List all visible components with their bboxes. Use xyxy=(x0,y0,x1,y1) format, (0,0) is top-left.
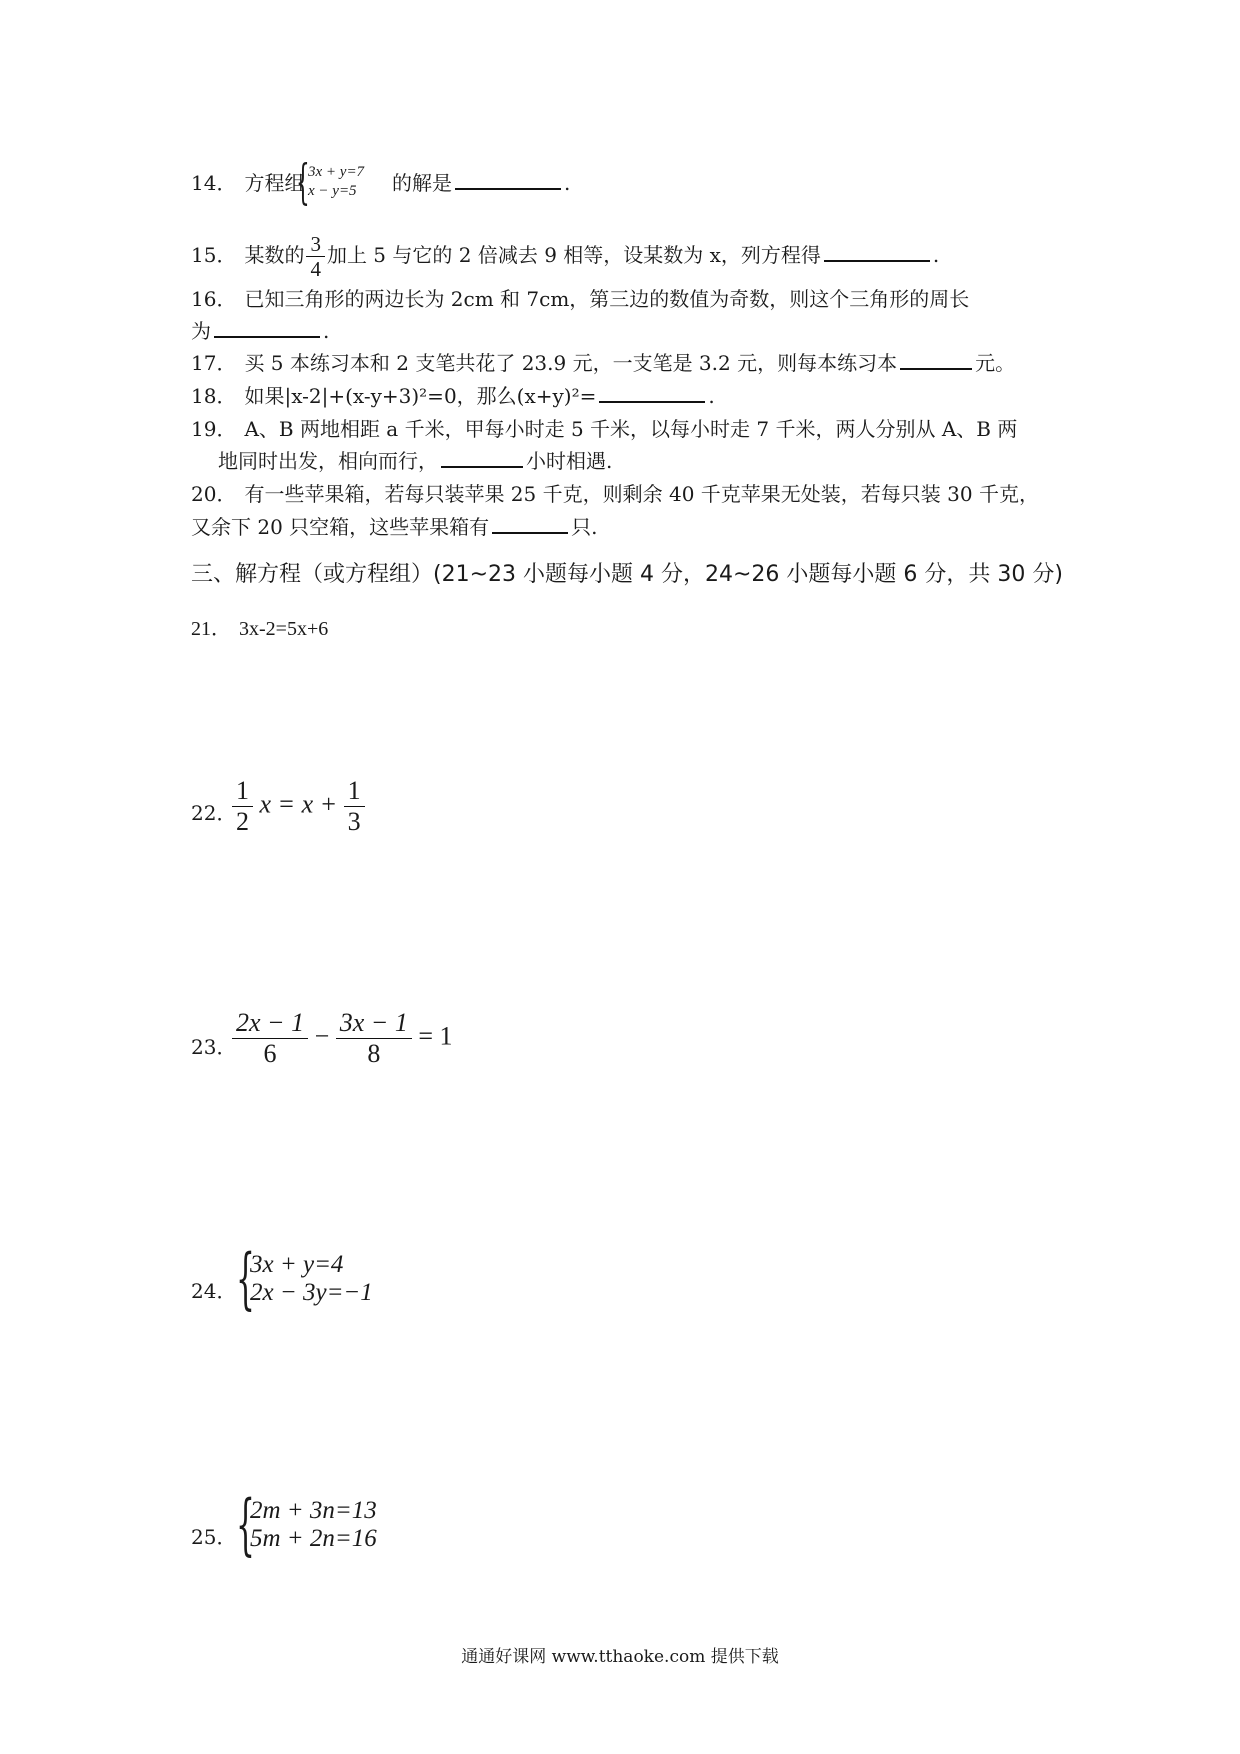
answer-blank[interactable] xyxy=(441,448,523,468)
question-24-number xyxy=(191,1278,236,1304)
punctuation: . xyxy=(932,243,940,267)
equation-rhs: = 1 xyxy=(418,1021,453,1051)
question-15 xyxy=(191,232,939,281)
question-number: 14． xyxy=(191,171,237,195)
question-text: 某数的 xyxy=(244,243,305,267)
question-number: 18． xyxy=(191,384,237,408)
question-number: 17． xyxy=(191,351,237,375)
brace-symbol: { xyxy=(296,154,310,210)
fraction xyxy=(344,776,365,837)
question-number: 25． xyxy=(191,1525,237,1549)
question-number: 20． xyxy=(191,482,237,506)
fraction-numerator: 1 xyxy=(232,776,253,807)
fraction-denominator: 4 xyxy=(310,257,321,281)
question-16-line-2 xyxy=(191,318,329,344)
question-20 xyxy=(191,481,1039,507)
question-text: 加上 5 与它的 2 倍减去 9 相等，设某数为 x，列方程得 xyxy=(326,243,821,267)
question-22-equation xyxy=(232,776,365,837)
page-footer: 通通好课网 www.tthaoke.com 提供下载 xyxy=(461,1647,779,1667)
fraction-numerator: 2x − 1 xyxy=(232,1008,308,1039)
fraction xyxy=(232,1008,308,1069)
question-number: 21． xyxy=(191,618,231,640)
fraction-denominator: 2 xyxy=(236,807,249,836)
question-25-number xyxy=(191,1524,236,1550)
equation-middle: x = x + xyxy=(259,789,338,819)
answer-blank[interactable] xyxy=(455,170,561,190)
fraction xyxy=(232,776,253,837)
fraction-denominator: 8 xyxy=(367,1039,381,1068)
question-number: 23． xyxy=(191,1035,237,1059)
question-number: 16． xyxy=(191,287,237,311)
question-text: 如果|x-2|+(x-y+3)²=0，那么(x+y)²= xyxy=(244,384,597,408)
punctuation: 元。 xyxy=(975,351,1016,375)
equation-line-1: 3x + y=4 xyxy=(250,1251,344,1278)
question-text: 小时相遇. xyxy=(526,449,613,473)
question-18 xyxy=(191,383,715,409)
question-number: 15． xyxy=(191,243,237,267)
fraction xyxy=(306,232,325,281)
question-text: 有一些苹果箱，若每只装苹果 25 千克，则剩余 40 千克苹果无处装，若每只装 30 千克， xyxy=(244,482,1039,506)
question-text: 又余下 20 只空箱，这些苹果箱有 xyxy=(191,515,490,539)
punctuation: . xyxy=(564,171,571,195)
question-14 xyxy=(191,170,304,196)
answer-blank[interactable] xyxy=(492,514,568,534)
equation: 3x-2=5x+6 xyxy=(239,618,329,640)
punctuation: . xyxy=(323,319,330,343)
fraction-numerator: 1 xyxy=(344,776,365,807)
answer-blank[interactable] xyxy=(824,242,930,262)
question-number: 24． xyxy=(191,1279,237,1303)
question-20-line-2 xyxy=(191,514,598,540)
fraction-denominator: 6 xyxy=(263,1039,277,1068)
question-text: 买 5 本练习本和 2 支笔共花了 23.9 元，一支笔是 3.2 元，则每本练习本 xyxy=(244,351,898,375)
brace-symbol: { xyxy=(236,1486,255,1563)
question-14-tail xyxy=(392,170,570,196)
equation-line-1: 2m + 3n=13 xyxy=(250,1497,377,1524)
answer-blank[interactable] xyxy=(900,350,972,370)
fraction-denominator: 3 xyxy=(347,807,361,836)
operator: − xyxy=(314,1021,330,1051)
question-19 xyxy=(191,416,1017,442)
fraction-numerator: 3 xyxy=(306,232,325,257)
equation-line-1: 3x + y=7 xyxy=(308,164,365,180)
question-text: 的解是 xyxy=(392,171,452,195)
question-19-line-2 xyxy=(218,448,612,474)
question-text: 已知三角形的两边长为 2cm 和 7cm，第三边的数值为奇数，则这个三角形的周长 xyxy=(244,287,970,311)
equation-line-2: 2x − 3y=−1 xyxy=(250,1279,373,1306)
question-23-number xyxy=(191,1034,236,1060)
question-23-equation xyxy=(232,1008,453,1069)
question-21 xyxy=(191,616,328,642)
question-22-number xyxy=(191,800,236,826)
answer-blank[interactable] xyxy=(214,318,320,338)
equation-line-2: x − y=5 xyxy=(308,183,357,199)
fraction-numerator: 3x − 1 xyxy=(336,1008,412,1039)
question-text: 方程组 xyxy=(244,171,305,195)
question-text: 为 xyxy=(191,319,211,343)
section-heading: 三、解方程（或方程组）(21~23 小题每小题 4 分，24~26 小题每小题 6 分，共 30 分) xyxy=(191,562,1063,587)
answer-blank[interactable] xyxy=(599,383,705,403)
question-number: 19． xyxy=(191,417,237,441)
question-text: 只. xyxy=(571,515,598,539)
punctuation: . xyxy=(708,384,715,408)
question-16 xyxy=(191,286,969,312)
question-number: 22． xyxy=(191,801,237,825)
fraction xyxy=(336,1008,412,1069)
question-17 xyxy=(191,350,1015,376)
question-text: 地同时出发，相向而行， xyxy=(218,449,438,473)
equation-line-2: 5m + 2n=16 xyxy=(250,1525,377,1552)
brace-symbol: { xyxy=(236,1240,255,1317)
question-text: A、B 两地相距 a 千米，甲每小时走 5 千米，以每小时走 7 千米，两人分别从 A、B 两 xyxy=(244,417,1018,441)
